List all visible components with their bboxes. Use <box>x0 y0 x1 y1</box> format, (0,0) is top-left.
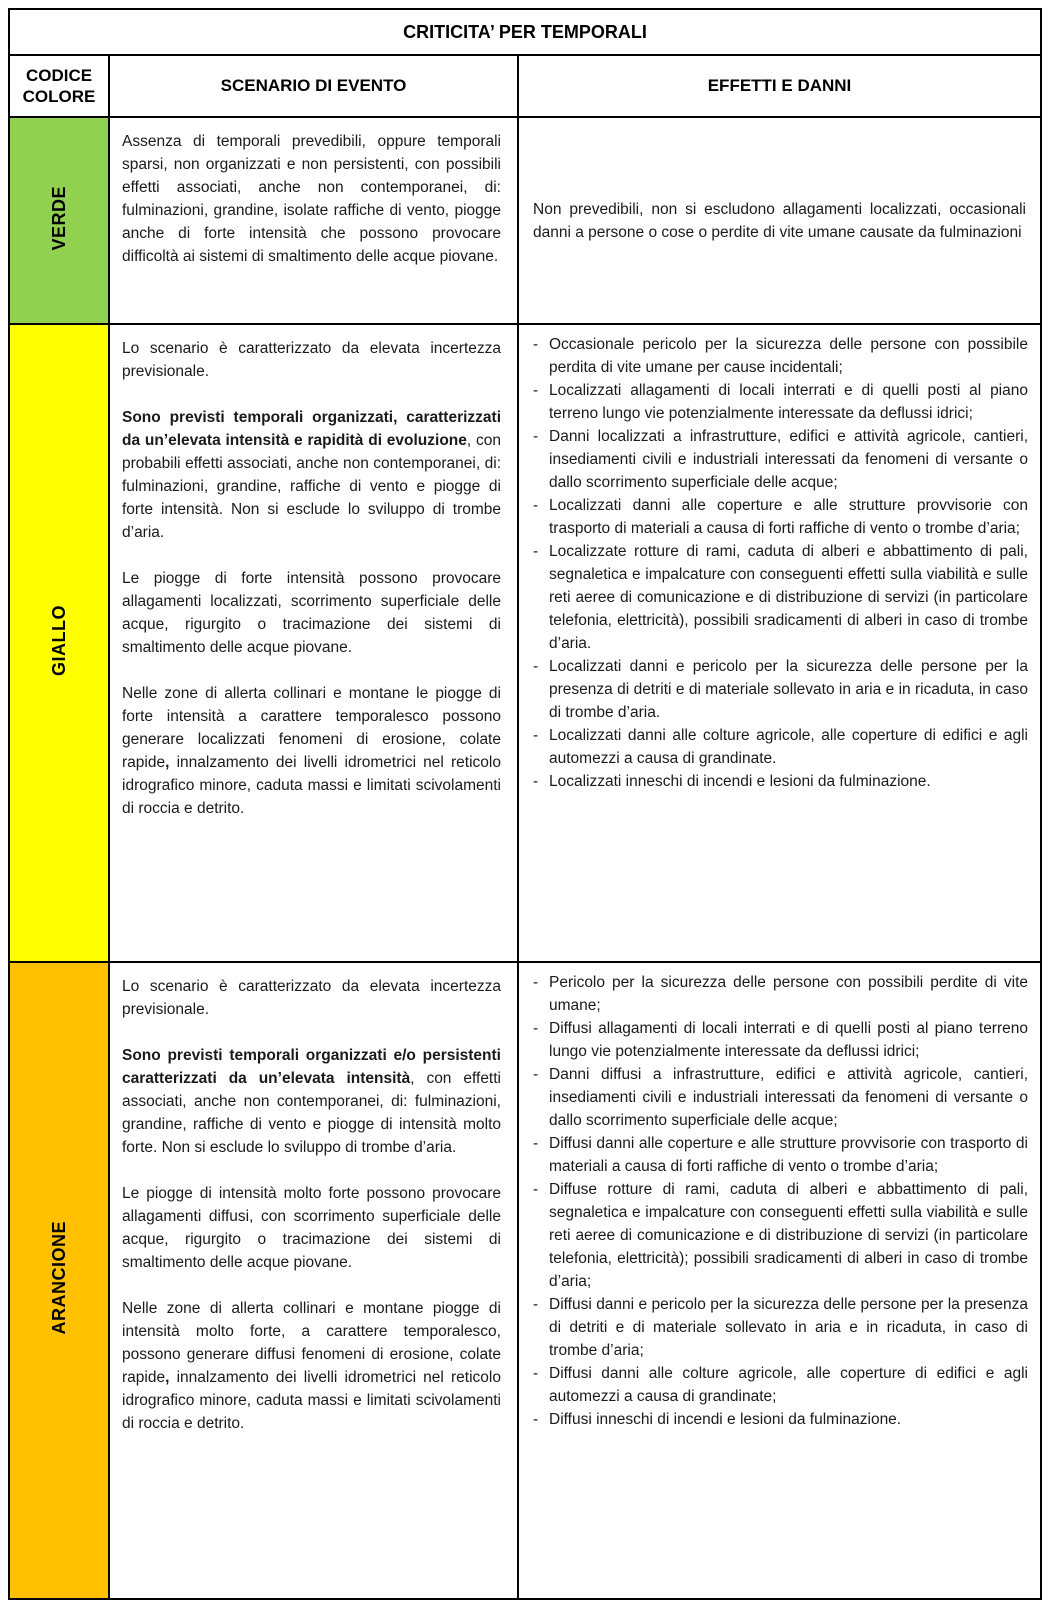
bullet-dash-marker: - <box>533 658 539 675</box>
table-row-arancione <box>9 962 1041 1599</box>
effect-bullet-text: Danni diffusi a infrastrutture, edifici e attività agricole, cantieri, insediamenti civili e industriali interessati da fenomeni di versante o dallo scorrimento superficiale delle acque; <box>549 1066 1028 1129</box>
scenario-text: Le piogge di forte intensità possono provocare allagamenti localizzati, scorrimento superficiale delle acque, rigurgito o tracimazione dei sistemi di smaltimento delle acque piovane. <box>122 570 501 656</box>
bullet-dash-marker: - <box>533 543 539 560</box>
effect-bullet-text: Occasionale pericolo per la sicurezza delle persone con possibile perdita di vite umane per cause incidentali; <box>549 336 1028 376</box>
effect-bullet-text: Localizzati danni alle coperture e alle strutture provvisorie con trasporto di materiali a causa di forti raffiche di vento o trombe d’aria; <box>549 497 1028 537</box>
effect-bullet-item <box>527 1293 1028 1362</box>
scenario-text: Le piogge di intensità molto forte possono provocare allagamenti diffusi, con scorrimento superficiale delle acque, rigurgito o tracimazione dei sistemi di smaltimento delle acque piovane. <box>122 1185 501 1271</box>
effect-bullet-text: Diffuse rotture di rami, caduta di alberi e abbattimento di pali, segnaletica e impalcature con conseguenti effetti sulla viabilità e sulle reti aeree di comunicazione e di distribuzione di servizi (in particolare telefonia, elettricità); possibili sradicamenti di alberi in caso di trombe d’aria; <box>549 1181 1028 1290</box>
scenario-text: , con probabili effetti associati, anche non contemporanei, di: fulminazioni, grandine, raffiche di vento e piogge di forte intensità. Non si esclude lo sviluppo di trombe d’aria. <box>122 432 502 541</box>
effect-bullet-item <box>527 1178 1028 1293</box>
scenario-paragraph <box>122 337 501 383</box>
bullet-dash-marker: - <box>533 1066 539 1083</box>
effect-bullet-text: Diffusi inneschi di incendi e lesioni da fulminazione. <box>549 1411 902 1428</box>
effect-bullet-item <box>527 333 1028 379</box>
title-row <box>9 9 1041 55</box>
scenario-text: innalzamento dei livelli idrometrici nel reticolo idrografico minore, caduta massi e limitati scivolamenti di roccia e detrito. <box>122 754 501 817</box>
bullet-dash-marker: - <box>533 974 539 991</box>
effect-bullet-item <box>527 1362 1028 1408</box>
scenario-cell-giallo <box>109 324 518 962</box>
effect-bullet-text: Localizzati allagamenti di locali interrati e di quelli posti al piano terreno lungo vie potenzialmente interessate da deflussi idrici; <box>549 382 1028 422</box>
effects-paragraph: Non prevedibili, non si escludono allagamenti localizzati, occasionali danni a persone o cose o perdite di vite umane causate da fulminazioni <box>533 200 1026 241</box>
effect-bullet-item <box>527 1017 1028 1063</box>
table-title: CRITICITA’ PER TEMPORALI <box>9 9 1041 55</box>
scenario-text: innalzamento dei livelli idrometrici nel reticolo idrografico minore, caduta massi e limitati scivolamenti di roccia e detrito. <box>122 1369 501 1432</box>
bullet-dash-marker: - <box>533 1181 539 1198</box>
bullet-dash-marker: - <box>533 773 539 790</box>
effect-bullet-text: Localizzati danni e pericolo per la sicurezza delle persone per la presenza di detriti e di materiale sollevato in aria e in ricaduta, in caso di trombe d’aria. <box>549 658 1028 721</box>
color-code-cell-giallo <box>9 324 109 962</box>
scenario-paragraph <box>122 1044 501 1159</box>
effect-bullet-text: Localizzati inneschi di incendi e lesioni da fulminazione. <box>549 773 931 790</box>
scenario-paragraph <box>122 975 501 1021</box>
effect-bullet-text: Localizzati danni alle colture agricole, alle coperture di edifici e agli automezzi a causa di grandinate. <box>549 727 1028 767</box>
bullet-dash-marker: - <box>533 1365 539 1382</box>
scenario-paragraph <box>122 1182 501 1274</box>
effect-bullet-item <box>527 655 1028 724</box>
scenario-paragraph <box>122 130 501 268</box>
criticita-table <box>8 8 1042 1600</box>
scenario-text-bold: , <box>165 754 170 771</box>
scenario-text: Nelle zone di allerta collinari e montane piogge di intensità molto forte, a carattere temporalesco, possono generare diffusi fenomeni di erosione, colate rapide <box>122 1300 501 1386</box>
header-scenario-di-evento: SCENARIO DI EVENTO <box>109 55 518 117</box>
effects-cell-arancione <box>518 962 1041 1599</box>
effect-bullet-item <box>527 494 1028 540</box>
bullet-dash-marker: - <box>533 1135 539 1152</box>
header-row <box>9 55 1041 117</box>
effect-bullet-item <box>527 971 1028 1017</box>
color-code-label-arancione: ARANCIONE <box>48 1221 69 1335</box>
effect-bullet-text: Diffusi danni e pericolo per la sicurezza delle persone per la presenza di detriti e di materiale sollevato in aria e in ricaduta, in caso di trombe d’aria; <box>549 1296 1028 1359</box>
effect-bullet-text: Localizzate rotture di rami, caduta di alberi e abbattimento di pali, segnaletica e impalcature con conseguenti effetti sulla viabilità e sulle reti aeree di comunicazione e di distribuzione di servizi (in particolare telefonia, elettricità), possibili sradicamenti di alberi in caso di trombe d’aria. <box>549 543 1028 652</box>
scenario-paragraph <box>122 406 501 544</box>
effect-bullet-text: Diffusi danni alle colture agricole, alle coperture di edifici e agli automezzi a causa di grandinate; <box>549 1365 1028 1405</box>
effect-bullet-item <box>527 724 1028 770</box>
effect-bullet-item <box>527 1132 1028 1178</box>
effect-bullet-item <box>527 425 1028 494</box>
effect-bullet-item <box>527 1063 1028 1132</box>
scenario-text: Lo scenario è caratterizzato da elevata incertezza previsionale. <box>122 340 501 380</box>
scenario-text: Assenza di temporali prevedibili, oppure temporali sparsi, non organizzati e non persistenti, con possibili effetti associati, anche non contemporanei, di: fulminazioni, grandine, isolate raffiche di vento, piogge anche di forte intensità che possono provocare difficoltà ai sistemi di smaltimento delle acque piovane. <box>122 133 501 265</box>
scenario-text: , con effetti associati, anche non contemporanei, di: fulminazioni, grandine, raffiche di vento e piogge di intensità molto forte. Non si esclude lo sviluppo di trombe d’aria. <box>122 1070 501 1156</box>
effect-bullet-item <box>527 1408 1028 1431</box>
effect-bullet-text: Danni localizzati a infrastrutture, edifici e attività agricole, cantieri, insediamenti civili e industriali interessati da fenomeni di versante o dallo scorrimento superficiale delle acque; <box>549 428 1028 491</box>
color-code-label-verde: VERDE <box>48 185 69 251</box>
bullet-dash-marker: - <box>533 1296 539 1313</box>
scenario-text: Nelle zone di allerta collinari e montane le piogge di forte intensità a carattere temporalesco possono generare localizzati fenomeni di erosione, colate rapide <box>122 685 501 771</box>
effect-bullet-item <box>527 770 1028 793</box>
effects-cell-verde <box>518 117 1041 324</box>
bullet-dash-marker: - <box>533 1020 539 1037</box>
effect-bullet-text: Diffusi allagamenti di locali interrati e di quelli posti al piano terreno lungo vie potenzialmente interessate da deflussi idrici; <box>549 1020 1028 1060</box>
table-row-giallo <box>9 324 1041 962</box>
effect-bullet-item <box>527 540 1028 655</box>
header-codice-colore: CODICE COLORE <box>9 55 109 117</box>
scenario-text: Lo scenario è caratterizzato da elevata incertezza previsionale. <box>122 978 501 1018</box>
effects-cell-giallo <box>518 324 1041 962</box>
scenario-text-bold: , <box>165 1369 170 1386</box>
scenario-text-bold: Sono previsti temporali organizzati, caratterizzati da un’elevata intensità e rapidità di evoluzione <box>122 409 501 449</box>
scenario-cell-arancione <box>109 962 518 1599</box>
table-row-verde <box>9 117 1041 324</box>
bullet-dash-marker: - <box>533 1411 539 1428</box>
scenario-text-bold: Sono previsti temporali organizzati e/o persistenti caratterizzati da un’elevata intensità <box>122 1047 501 1087</box>
color-code-cell-verde <box>9 117 109 324</box>
bullet-dash-marker: - <box>533 428 539 445</box>
bullet-dash-marker: - <box>533 727 539 744</box>
bullet-dash-marker: - <box>533 336 539 353</box>
bullet-dash-marker: - <box>533 382 539 399</box>
effect-bullet-item <box>527 379 1028 425</box>
color-code-cell-arancione <box>9 962 109 1599</box>
scenario-paragraph <box>122 682 501 820</box>
effect-bullet-text: Diffusi danni alle coperture e alle strutture provvisorie con trasporto di materiali a causa di forti raffiche di vento o trombe d’aria; <box>549 1135 1028 1175</box>
color-code-label-giallo: GIALLO <box>48 605 69 676</box>
scenario-cell-verde <box>109 117 518 324</box>
table-body <box>9 117 1041 1599</box>
scenario-paragraph <box>122 567 501 659</box>
scenario-paragraph <box>122 1297 501 1435</box>
effect-bullet-text: Pericolo per la sicurezza delle persone con possibili perdite di vite umane; <box>549 974 1028 1014</box>
bullet-dash-marker: - <box>533 497 539 514</box>
header-effetti-e-danni: EFFETTI E DANNI <box>518 55 1041 117</box>
